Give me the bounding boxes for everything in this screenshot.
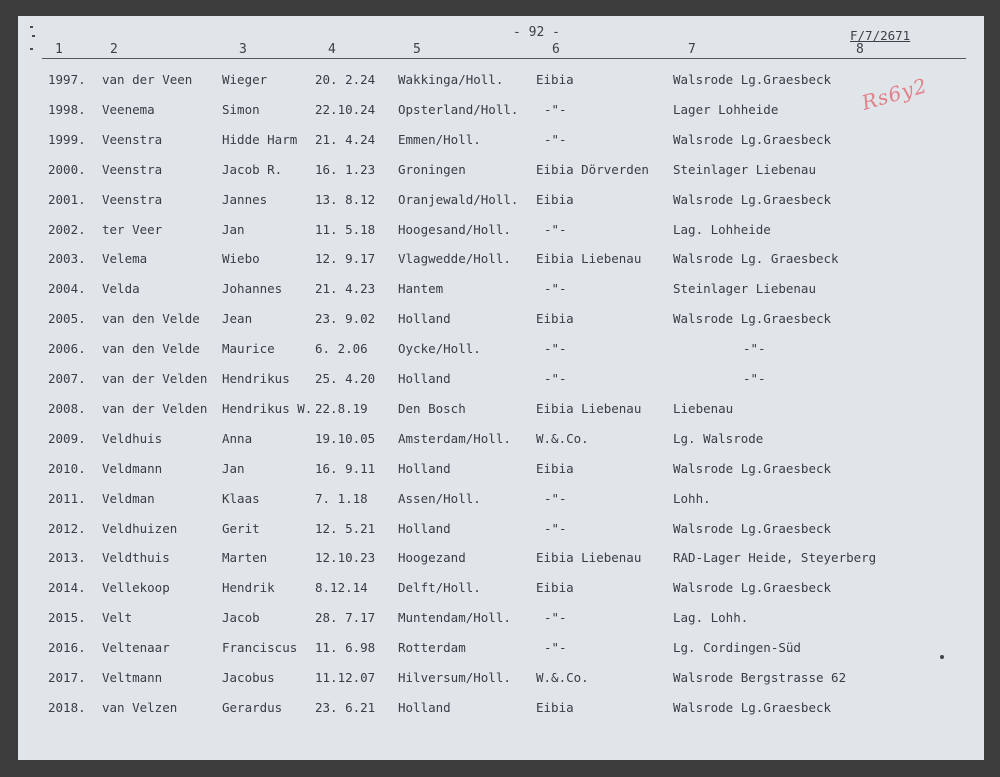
birth-date: 12. 9.17 [315, 251, 376, 267]
origin: Den Bosch [398, 400, 466, 416]
birth-date: 11.12.07 [315, 670, 376, 685]
first-name: Hendrikus [222, 371, 290, 386]
birth-date: 20. 2.24 [315, 72, 376, 87]
employer: -"- [544, 520, 567, 536]
origin: Holland [398, 520, 451, 536]
first-name: Hendrikus W. [222, 400, 313, 416]
camp: Lg. Walsrode [673, 430, 764, 446]
entry-number: 2003. [48, 251, 86, 267]
surname: Veenema [102, 101, 155, 117]
surname: van der Velden [102, 400, 208, 416]
camp: Lag. Lohh. [673, 610, 749, 626]
birth-date: 21. 4.24 [315, 131, 376, 147]
entry-number: 2012. [48, 520, 86, 536]
first-name: Franciscus [222, 640, 298, 656]
employer: W.&.Co. [536, 430, 589, 446]
origin: Rotterdam [398, 640, 466, 656]
entry-number: 2000. [48, 161, 86, 177]
surname: Veldhuizen [102, 520, 178, 536]
entry-number: 2001. [48, 191, 86, 207]
surname: Vellekoop [102, 580, 170, 596]
table-row [18, 550, 984, 570]
entry-number: 1998. [48, 101, 86, 117]
table-row [18, 670, 984, 690]
table-row [18, 251, 984, 271]
entry-number: 2015. [48, 610, 86, 626]
birth-date: 12.10.23 [315, 550, 376, 566]
origin: Oycke/Holl. [398, 341, 481, 357]
table-row [18, 461, 984, 481]
origin: Muntendam/Holl. [398, 610, 511, 626]
employer: -"- [544, 610, 567, 626]
origin: Assen/Holl. [398, 490, 481, 506]
surname: Veenstra [102, 191, 163, 207]
birth-date: 16. 1.23 [315, 161, 376, 177]
camp: Walsrode Lg.Graesbeck [673, 311, 832, 327]
employer: Eibia Liebenau [536, 400, 642, 416]
camp: Lg. Cordingen-Süd [673, 640, 801, 656]
table-row [18, 610, 984, 630]
employer: -"- [544, 221, 567, 237]
first-name: Hidde Harm [222, 131, 298, 147]
entry-number: 2004. [48, 281, 86, 297]
camp: Walsrode Lg.Graesbeck [673, 580, 832, 596]
employer: -"- [544, 101, 567, 117]
table-row [18, 281, 984, 301]
table-row [18, 102, 984, 122]
origin: Groningen [398, 161, 466, 177]
first-name: Wiebo [222, 251, 260, 267]
camp: -"- [743, 371, 766, 386]
surname: Veenstra [102, 131, 163, 147]
table-row [18, 311, 984, 331]
entry-number: 2013. [48, 550, 86, 566]
surname: Veldthuis [102, 550, 170, 566]
camp: Steinlager Liebenau [673, 161, 816, 177]
origin: Wakkinga/Holl. [398, 72, 504, 87]
first-name: Jean [222, 311, 253, 327]
employer: W.&.Co. [536, 670, 589, 685]
origin: Hilversum/Holl. [398, 670, 511, 685]
entry-number: 2006. [48, 341, 86, 357]
first-name: Jacob [222, 610, 260, 626]
first-name: Jan [222, 221, 245, 237]
surname: van der Veen [102, 72, 193, 87]
employer: Eibia Dörverden [536, 161, 649, 177]
birth-date: 6. 2.06 [315, 341, 368, 357]
table-row [18, 431, 984, 451]
employer: Eibia [536, 72, 574, 87]
column-number-2: 2 [110, 42, 118, 57]
surname: Velda [102, 281, 140, 297]
table-row [18, 371, 984, 391]
table-row [18, 72, 984, 92]
employer: -"- [544, 371, 567, 386]
camp: Steinlager Liebenau [673, 281, 816, 297]
first-name: Klaas [222, 490, 260, 506]
table-row [18, 341, 984, 361]
birth-date: 22.8.19 [315, 400, 368, 416]
camp: Walsrode Lg. Graesbeck [673, 251, 839, 267]
first-name: Jacob R. [222, 161, 283, 177]
column-number-3: 3 [239, 42, 247, 57]
entry-number: 2007. [48, 371, 86, 386]
birth-date: 11. 6.98 [315, 640, 376, 656]
origin: Holland [398, 311, 451, 327]
origin: Delft/Holl. [398, 580, 481, 596]
reference-number: F/7/2671 [850, 28, 911, 43]
first-name: Maurice [222, 341, 275, 357]
first-name: Hendrik [222, 580, 275, 596]
column-number-1: 1 [55, 42, 63, 57]
table-row [18, 401, 984, 421]
column-number-4: 4 [328, 42, 336, 57]
entry-number: 2010. [48, 460, 86, 476]
camp: RAD-Lager Heide, Steyerberg [673, 550, 877, 566]
entry-number: 2016. [48, 640, 86, 656]
origin: Holland [398, 460, 451, 476]
column-numbers [18, 42, 984, 56]
camp: Walsrode Bergstrasse 62 [673, 670, 847, 685]
birth-date: 12. 5.21 [315, 520, 376, 536]
surname: van den Velde [102, 341, 200, 357]
surname: Velt [102, 610, 133, 626]
paper-speck [940, 655, 944, 659]
table-row [18, 640, 984, 660]
camp: Walsrode Lg.Graesbeck [673, 72, 832, 87]
surname: Veldmann [102, 460, 163, 476]
table-row [18, 132, 984, 152]
origin: Holland [398, 371, 451, 386]
entry-number: 2017. [48, 670, 86, 685]
origin: Holland [398, 699, 451, 715]
first-name: Jacobus [222, 670, 275, 685]
origin: Amsterdam/Holl. [398, 430, 511, 446]
employer: Eibia Liebenau [536, 550, 642, 566]
employer: Eibia [536, 699, 574, 715]
employer: Eibia [536, 460, 574, 476]
birth-date: 19.10.05 [315, 430, 376, 446]
surname: ter Veer [102, 221, 163, 237]
camp: -"- [743, 341, 766, 357]
column-number-5: 5 [413, 42, 421, 57]
camp: Lohh. [673, 490, 711, 506]
table-row [18, 222, 984, 242]
camp: Liebenau [673, 400, 734, 416]
first-name: Gerardus [222, 699, 283, 715]
birth-date: 21. 4.23 [315, 281, 376, 297]
birth-date: 16. 9.11 [315, 460, 376, 476]
column-number-6: 6 [552, 42, 560, 57]
camp: Walsrode Lg.Graesbeck [673, 699, 832, 715]
birth-date: 23. 6.21 [315, 699, 376, 715]
first-name: Anna [222, 430, 253, 446]
employer: -"- [544, 341, 567, 357]
camp: Walsrode Lg.Graesbeck [673, 191, 832, 207]
entry-number: 2018. [48, 699, 86, 715]
first-name: Wieger [222, 72, 268, 87]
camp: Walsrode Lg.Graesbeck [673, 131, 832, 147]
entry-number: 2008. [48, 400, 86, 416]
origin: Hantem [398, 281, 444, 297]
page-number: - 92 - [513, 25, 560, 40]
surname: Veltmann [102, 670, 163, 685]
first-name: Gerit [222, 520, 260, 536]
table-row [18, 192, 984, 212]
origin: Vlagwedde/Holl. [398, 251, 511, 267]
origin: Oranjewald/Holl. [398, 191, 519, 207]
first-name: Johannes [222, 281, 283, 297]
entry-number: 2014. [48, 580, 86, 596]
camp: Walsrode Lg.Graesbeck [673, 460, 832, 476]
camp: Walsrode Lg.Graesbeck [673, 520, 832, 536]
entry-number: 1997. [48, 72, 86, 87]
camp: Lager Lohheide [673, 101, 779, 117]
table-row [18, 700, 984, 720]
surname: Veldman [102, 490, 155, 506]
table-row [18, 521, 984, 541]
surname: Veldhuis [102, 430, 163, 446]
employer: Eibia [536, 580, 574, 596]
entry-number: 2005. [48, 311, 86, 327]
employer: Eibia [536, 191, 574, 207]
birth-date: 23. 9.02 [315, 311, 376, 327]
origin: Emmen/Holl. [398, 131, 481, 147]
document-page [18, 16, 984, 760]
employer: -"- [544, 131, 567, 147]
surname: Veltenaar [102, 640, 170, 656]
origin: Hoogesand/Holl. [398, 221, 511, 237]
handwritten-stamp: Rs6y2 [858, 73, 931, 115]
camp: Lag. Lohheide [673, 221, 771, 237]
birth-date: 13. 8.12 [315, 191, 376, 207]
table-row [18, 162, 984, 182]
origin: Hoogezand [398, 550, 466, 566]
column-number-8: 8 [856, 42, 864, 57]
first-name: Marten [222, 550, 268, 566]
table-row [18, 580, 984, 600]
surname: van Velzen [102, 699, 178, 715]
first-name: Jannes [222, 191, 268, 207]
entry-number: 2009. [48, 430, 86, 446]
employer: -"- [544, 640, 567, 656]
employer: Eibia Liebenau [536, 251, 642, 267]
birth-date: 8.12.14 [315, 580, 368, 596]
employer: -"- [544, 281, 567, 297]
employer: -"- [544, 490, 567, 506]
surname: Velema [102, 251, 148, 267]
birth-date: 25. 4.20 [315, 371, 376, 386]
surname: van der Velden [102, 371, 208, 386]
entry-number: 1999. [48, 131, 86, 147]
birth-date: 28. 7.17 [315, 610, 376, 626]
header-rule [42, 58, 966, 59]
entry-number: 2011. [48, 490, 86, 506]
birth-date: 22.10.24 [315, 101, 376, 117]
first-name: Jan [222, 460, 245, 476]
birth-date: 7. 1.18 [315, 490, 368, 506]
column-number-7: 7 [688, 42, 696, 57]
surname: van den Velde [102, 311, 200, 327]
birth-date: 11. 5.18 [315, 221, 376, 237]
employer: Eibia [536, 311, 574, 327]
table-row [18, 491, 984, 511]
surname: Veenstra [102, 161, 163, 177]
entry-number: 2002. [48, 221, 86, 237]
origin: Opsterland/Holl. [398, 101, 519, 117]
first-name: Simon [222, 101, 260, 117]
